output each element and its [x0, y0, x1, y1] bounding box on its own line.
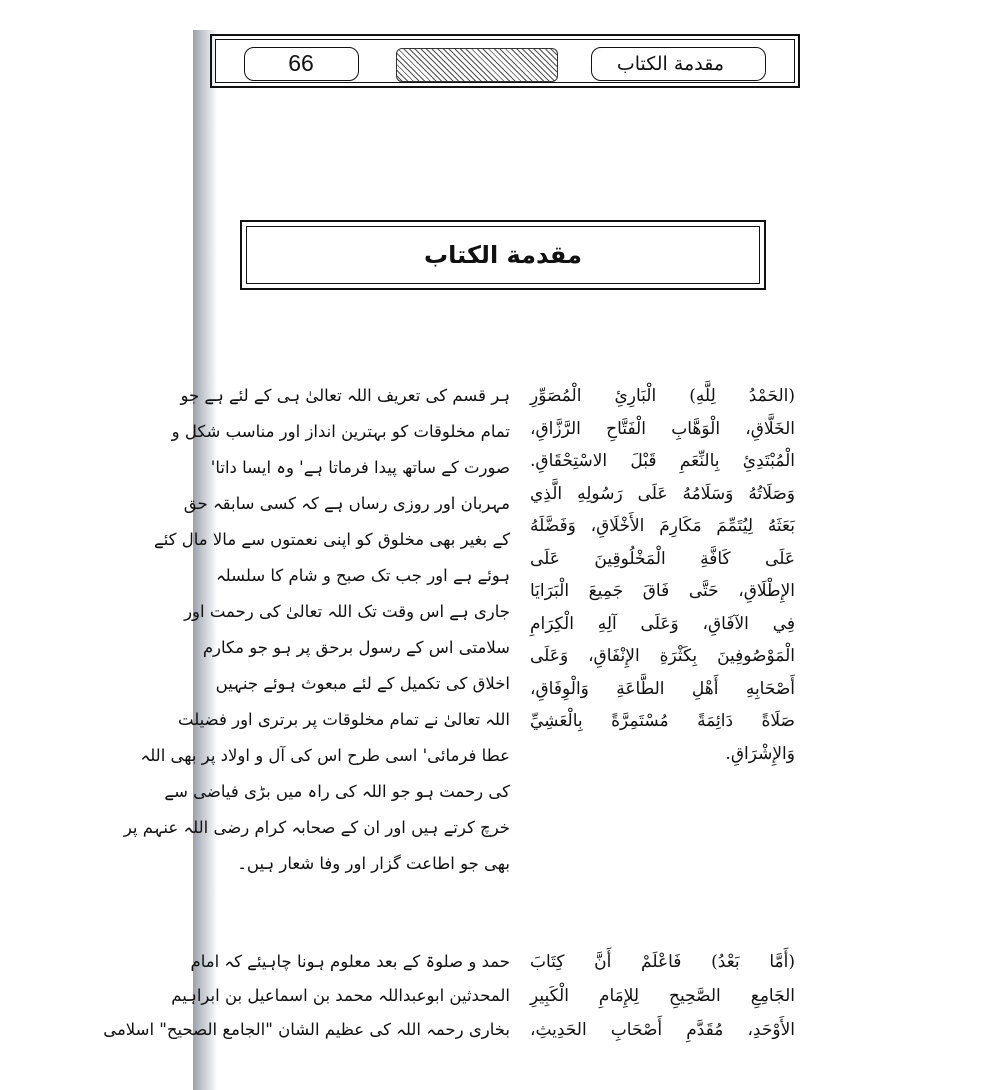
- text-line: خرچ کرتے ہیں اور ان کے صحابہ کرام رضی اللہ عنہم پر: [123, 818, 510, 837]
- text-line: بَعَثَهُ لِيُتَمِّمَ مَكَارِمَ الأَخْلَاقِ، وَفَضَّلَهُ: [530, 516, 795, 536]
- text-line: صورت کے ساتھ پیدا فرماتا ہے' وہ ایسا داتا': [210, 458, 510, 477]
- header-frame: [215, 39, 795, 83]
- header-ornament: [396, 48, 558, 82]
- page-number: 66: [288, 50, 314, 76]
- text-line: مہربان اور روزی رساں ہے کہ کسی سابقہ حق: [183, 494, 510, 513]
- text-line: سلامتی اس کے رسول برحق پر ہو جو مکارم: [202, 638, 510, 657]
- text-line: ہر قسم کی تعریف اللہ تعالیٰ ہی کے لئے ہے جو: [180, 386, 510, 405]
- text-line: کی رحمت ہو جو اللہ کی راہ میں بڑی فیاضی سے: [164, 782, 510, 801]
- chapter-title-box: [240, 220, 766, 290]
- text-line: عَلَى كَافَّةِ الْمَخْلُوقِينَ عَلَى: [530, 548, 795, 569]
- text-line: عطا فرمائی' اسی طرح اس کی آل و اولاد پر بھی اللہ: [140, 746, 510, 765]
- text-line: کے بغیر بھی مخلوق کو اپنی نعمتوں سے مالا مال کئے: [154, 530, 510, 549]
- text-line: اللہ تعالیٰ نے تمام مخلوقات پر برتری اور فضیلت: [178, 710, 510, 729]
- text-line: بخاری رحمہ اللہ کی عظیم الشان "الجامع الصحیح" اسلامی: [103, 1020, 510, 1039]
- text-line: ہوئے ہے اور جب تک صبح و شام کا سلسلہ: [216, 566, 510, 585]
- text-line: تمام مخلوقات کو بہترین انداز اور مناسب شکل و: [171, 422, 510, 441]
- page-gutter-shadow: [193, 30, 217, 1090]
- text-line: (أَمَّا بَعْدُ) فَاعْلَمْ أَنَّ كِتَابَ: [530, 952, 795, 972]
- text-line: اخلاق کی تکمیل کے لئے مبعوث ہوئے جنہیں: [215, 674, 510, 693]
- text-line: صَلَاةً دَائِمَةً مُسْتَمِرَّةً بِالْعَشِيِّ: [530, 711, 795, 731]
- text-line: الإِطْلَاقِ، حَتَّى فَاقَ جَمِيعَ الْبَرَايَا: [530, 581, 795, 601]
- text-line: وَالإِشْرَاقِ.: [725, 743, 795, 764]
- arabic-text-column-2: [530, 945, 795, 1047]
- text-line: جاری ہے اس وقت تک اللہ تعالیٰ کی رحمت اور: [184, 602, 510, 621]
- text-line: الأَوْحَدِ، مُقَدَّمِ أَصْحَابِ الحَدِيثِ،: [530, 1020, 795, 1040]
- text-line: أَصْحَابِهِ أَهْلِ الطَّاعَةِ وَالْوِفَاقِ،: [530, 678, 795, 699]
- text-line: (الحَمْدُ لِلَّهِ) الْبَارِئِ الْمُصَوِّرِ: [530, 386, 795, 406]
- text-line: الْمَوْصُوفِينَ بِكَثْرَةِ الإِنْفَاقِ، وَعَلَى: [530, 646, 795, 666]
- text-line: وَصَلَاتُهُ وَسَلَامُهُ عَلَى رَسُولِهِ الَّذِي: [530, 483, 795, 504]
- arabic-text-column: [530, 380, 795, 770]
- text-line: الخَلَّاقِ، الْوَهَّابِ الْفَتَّاحِ الرَّزَّاقِ،: [530, 418, 795, 439]
- text-line: فِي الآفَاقِ، وَعَلَى آلِهِ الْكِرَامِ: [530, 613, 795, 634]
- text-line: حمد و صلوۃ کے بعد معلوم ہونا چاہیئے کہ امام: [190, 952, 510, 971]
- chapter-title-frame: [246, 226, 760, 284]
- urdu-translation-column: [123, 378, 510, 882]
- text-line: بھی جو اطاعت گزار اور وفا شعار ہیں۔: [237, 854, 510, 873]
- running-title: مقدمة الكتاب: [616, 53, 724, 75]
- text-line: الْمُبْتَدِئِ بِالنِّعَمِ قَبْلَ الاسْتِحْقَاقِ.: [530, 451, 795, 471]
- text-line: الجَامِعِ الصَّحِيحِ لِلإِمَامِ الْكَبِيرِ: [530, 986, 795, 1006]
- page-header-band: [210, 34, 800, 88]
- text-line: المحدثین ابوعبداللہ محمد بن اسماعیل بن ابراہیم: [171, 986, 510, 1005]
- chapter-title: مقدمة الكتاب: [424, 241, 582, 269]
- urdu-translation-column-2: [103, 945, 510, 1047]
